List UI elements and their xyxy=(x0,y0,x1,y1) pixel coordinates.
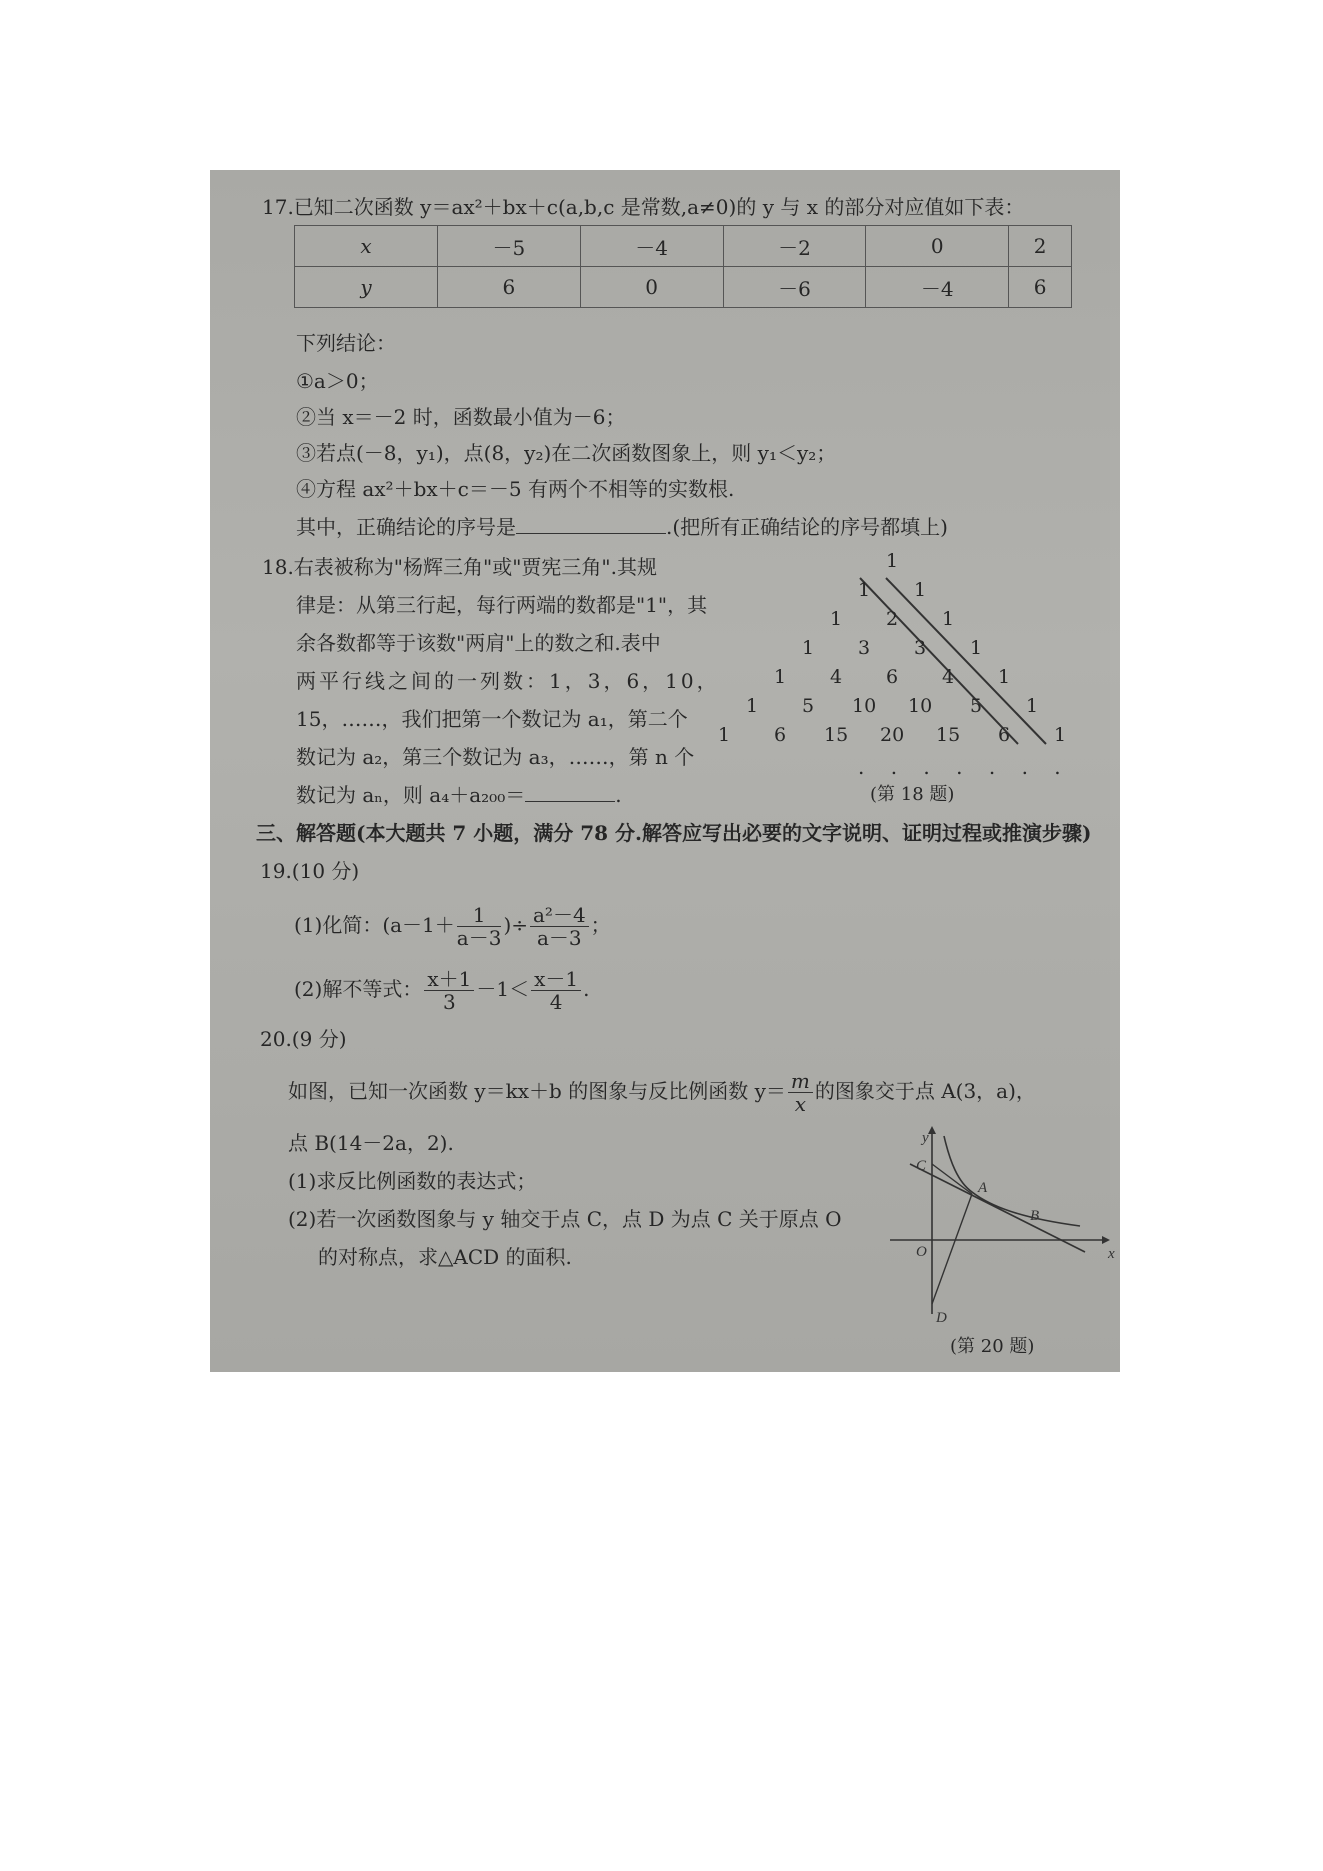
segment-AD xyxy=(932,1194,972,1304)
triangle-number: 1 xyxy=(997,666,1011,688)
triangle-number: 1 xyxy=(773,666,787,688)
q20-l1-pre: 如图，已知一次函数 y＝kx＋b 的图象与反比例函数 y＝ xyxy=(288,1079,786,1103)
triangle-number: 5 xyxy=(801,695,815,717)
q20-caption: (第 20 题) xyxy=(950,1336,1035,1357)
triangle-number: 1 xyxy=(1053,724,1067,746)
fraction-denominator: a－3 xyxy=(456,926,502,950)
exam-photo xyxy=(210,170,1120,1372)
hyperbola-curve xyxy=(944,1136,1080,1226)
q18-period: . xyxy=(615,783,622,807)
triangle-number: 1 xyxy=(885,550,899,572)
q17-lead: 下列结论： xyxy=(296,331,396,355)
q17-conclusion-1: ①a＞0； xyxy=(296,369,379,393)
x-axis-label: x xyxy=(1108,1246,1115,1262)
triangle-number: 1 xyxy=(1025,695,1039,717)
q19-p2-end: . xyxy=(583,977,590,1001)
point-C-label: C xyxy=(916,1158,927,1174)
triangle-number: 6 xyxy=(773,724,787,746)
q20-line-1 xyxy=(288,1066,1036,1116)
triangle-number: 1 xyxy=(969,637,983,659)
segment-CA xyxy=(932,1164,972,1194)
q18-line: 律是：从第三行起，每行两端的数都是"1"，其 xyxy=(296,593,708,617)
fraction-numerator: x－1 xyxy=(531,968,581,991)
triangle-number: 10 xyxy=(852,695,877,717)
triangle-number: 15 xyxy=(824,724,849,746)
origin-label: O xyxy=(916,1244,927,1260)
q18-line: 两平行线之间的一列数：1，3，6，10， xyxy=(296,669,720,693)
triangle-number: 1 xyxy=(913,579,927,601)
point-B-label: B xyxy=(1030,1208,1040,1224)
triangle-number: 1 xyxy=(941,608,955,630)
fraction-denominator: 4 xyxy=(549,990,563,1014)
table-cell: －2 xyxy=(723,226,866,267)
triangle-number: 5 xyxy=(969,695,983,717)
q17-conclusion-3: ③若点(－8，y₁)，点(8，y₂)在二次函数图象上，则 y₁＜y₂； xyxy=(296,441,837,465)
point-A-label: A xyxy=(978,1180,988,1196)
q20-head: 20.(9 分) xyxy=(260,1027,347,1051)
q18-line: 余各数都等于该数"两肩"上的数之和.表中 xyxy=(296,631,661,655)
point-D-label: D xyxy=(936,1310,947,1326)
triangle-number: 3 xyxy=(857,637,871,659)
fraction-numerator: x＋1 xyxy=(424,968,474,991)
triangle-number: 1 xyxy=(801,637,815,659)
fraction-denominator: x xyxy=(794,1092,806,1116)
q17-stem: 17.已知二次函数 y＝ax²＋bx＋c(a,b,c 是常数,a≠0)的 y 与 x 的部分对应值如下表： xyxy=(262,195,1025,219)
q20-line-5: 的对称点，求△ACD 的面积. xyxy=(318,1245,572,1269)
triangle-number: 4 xyxy=(829,666,843,688)
x-axis-arrow xyxy=(1102,1236,1110,1244)
q18-last-text: 数记为 aₙ，则 a₄＋a₂₀₀＝ xyxy=(296,783,526,807)
q20-figure xyxy=(880,1122,1120,1332)
q18-caption: (第 18 题) xyxy=(870,784,955,805)
triangle-number: 1 xyxy=(717,724,731,746)
fraction-denominator: a－3 xyxy=(537,926,582,950)
q19-p2-label: (2)解不等式： xyxy=(294,977,423,1001)
triangle-dots: . . . . . . . xyxy=(858,755,1071,779)
table-cell: 6 xyxy=(438,267,581,308)
q17-question-text: 其中，正确结论的序号是 xyxy=(296,515,516,539)
parallel-line xyxy=(886,578,1046,744)
q18-line: 18.右表被称为"杨辉三角"或"贾宪三角".其规 xyxy=(262,555,657,579)
triangle-number: 3 xyxy=(913,637,927,659)
q18-line: 15，……，我们把第一个数记为 a₁，第二个 xyxy=(296,707,688,731)
table-cell: 0 xyxy=(580,267,723,308)
table-cell: －4 xyxy=(866,267,1009,308)
q19-p1-mid: )÷ xyxy=(503,913,528,937)
triangle-number: 1 xyxy=(829,608,843,630)
q19-part2 xyxy=(294,964,589,1014)
q19-head: 19.(10 分) xyxy=(260,859,360,883)
table-cell: 0 xyxy=(866,226,1009,267)
y-axis-arrow xyxy=(928,1126,936,1134)
fraction-numerator: a²－4 xyxy=(530,904,589,927)
triangle-number: 1 xyxy=(857,579,871,601)
triangle-number: 15 xyxy=(936,724,961,746)
fraction-numerator: 1 xyxy=(457,904,502,927)
q17-conclusion-2: ②当 x＝－2 时，函数最小值为－6； xyxy=(296,405,626,429)
q20-line-2: 点 B(14－2a，2). xyxy=(288,1131,454,1155)
q17-question-note: .(把所有正确结论的序号都填上) xyxy=(666,515,948,539)
q19-part1 xyxy=(294,900,611,950)
q20-line-3: (1)求反比例函数的表达式； xyxy=(288,1169,537,1193)
q20-l1-post: 的图象交于点 A(3，a)， xyxy=(814,1079,1036,1103)
q19-p1-label: (1)化简：(a－1＋ xyxy=(294,913,455,937)
q19-p2-mid: －1＜ xyxy=(476,977,530,1001)
table-cell: x xyxy=(295,226,438,267)
table-cell: －5 xyxy=(438,226,581,267)
triangle-number: 6 xyxy=(997,724,1011,746)
q17-conclusion-4: ④方程 ax²＋bx＋c＝－5 有两个不相等的实数根. xyxy=(296,477,735,501)
q20-line-4: (2)若一次函数图象与 y 轴交于点 C，点 D 为点 C 关于原点 O xyxy=(288,1207,842,1231)
fraction-numerator: m xyxy=(788,1070,813,1093)
q19-p1-end: ； xyxy=(590,913,611,937)
table-cell: 6 xyxy=(1009,267,1072,308)
q18-line: 数记为 a₂，第三个数记为 a₃，……，第 n 个 xyxy=(296,745,695,769)
linear-function-line xyxy=(910,1164,1085,1252)
parallel-line xyxy=(860,578,1018,744)
triangle-number: 10 xyxy=(908,695,933,717)
triangle-number: 4 xyxy=(941,666,955,688)
table-cell: －4 xyxy=(580,226,723,267)
triangle-number: 2 xyxy=(885,608,899,630)
table-cell: y xyxy=(295,267,438,308)
triangle-number: 1 xyxy=(745,695,759,717)
section-heading: 三、解答题(本大题共 7 小题，满分 78 分.解答应写出必要的文字说明、证明过程或推演步骤) xyxy=(256,821,1092,845)
triangle-number: 6 xyxy=(885,666,899,688)
table-cell: －6 xyxy=(723,267,866,308)
table-cell: 2 xyxy=(1009,226,1072,267)
fraction-denominator: 3 xyxy=(442,990,456,1014)
y-axis-label: y xyxy=(922,1130,929,1146)
triangle-number: 20 xyxy=(880,724,905,746)
